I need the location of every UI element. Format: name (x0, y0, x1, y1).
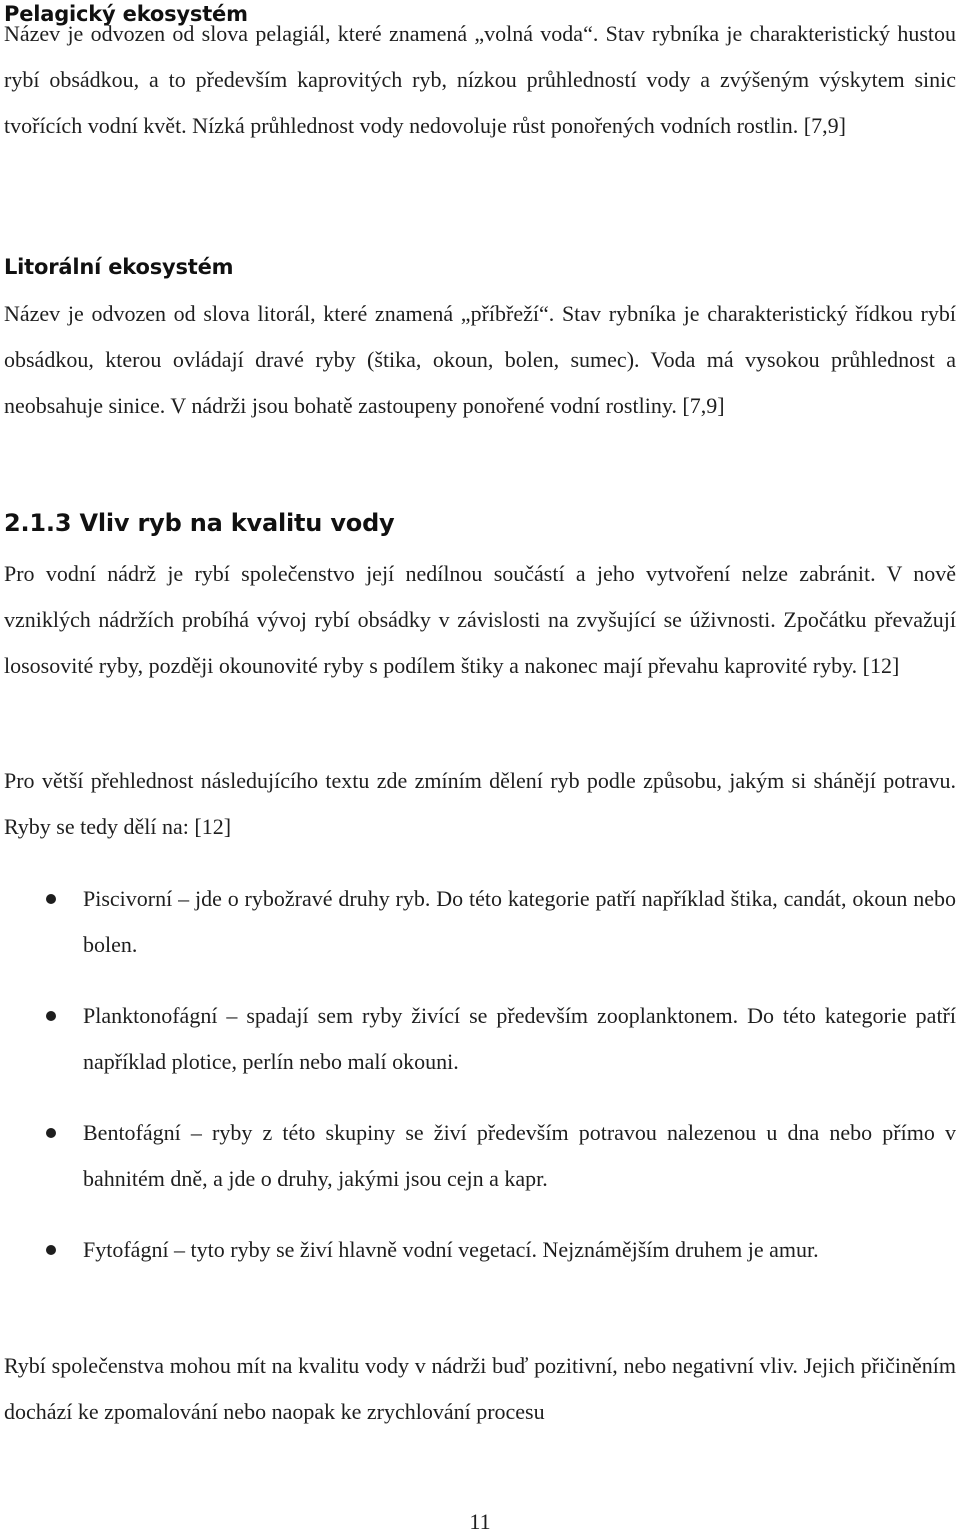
list-item-planktivorous (4, 993, 956, 1085)
bullet-icon (46, 1245, 56, 1255)
bullet-icon (46, 894, 56, 904)
list-item-text: Fytofágní – tyto ryby se živí hlavně vodní vegetací. Nejznámějším druhem je amur. (83, 1237, 819, 1262)
heading-litoral-ecosystem: Litorální ekosystém (4, 255, 234, 279)
list-item-text: Planktonofágní – spadají sem ryby živící se především zooplanktonem. Do této kategorie patří například plotice, perlín nebo malí okouni. (83, 1003, 956, 1074)
list-item-text: Piscivorní – jde o rybožravé druhy ryb. Do této kategorie patří například štika, candát, okoun nebo bolen. (83, 886, 956, 957)
paragraph-water-quality-influence: Rybí společenstva mohou mít na kvalitu vody v nádrži buď pozitivní, nebo negativní vliv. Jejich přičiněním dochází ke zpomalování nebo naopak ke zrychlování procesu (4, 1353, 956, 1424)
list-item-text: Bentofágní – ryby z této skupiny se živí především potravou nalezenou u dna nebo přímo v bahnitém dně, a jde o druhy, jakými jsou cejn a kapr. (83, 1120, 956, 1191)
section-heading-fish-influence: 2.1.3 Vliv ryb na kvalitu vody (4, 509, 395, 537)
list-item-benthivorous (4, 1110, 956, 1202)
list-item-piscivorous (4, 876, 956, 968)
paragraph-feeding-division: Pro větší přehlednost následujícího textu zde zmíním dělení ryb podle způsobu, jakým si shánějí potravu. Ryby se tedy dělí na: [12] (4, 768, 956, 839)
bullet-icon (46, 1011, 56, 1021)
paragraph-fish-community: Pro vodní nádrž je rybí společenstvo její nedílnou součástí a jeho vytvoření nelze zabránit. V nově vzniklých nádržích probíhá vývoj rybí obsádky v závislosti na zvyšující se úživnosti. Zpočátku převažují lososovité ryby, později okounovité ryby s podílem štiky a nakonec mají převahu kaprovité ryby. [12] (4, 561, 956, 678)
heading-pelagic-ecosystem: Pelagický ekosystém (4, 2, 248, 26)
fish-feeding-list (4, 876, 956, 1298)
paragraph-pelagic: Název je odvozen od slova pelagiál, které znamená „volná voda“. Stav rybníka je charakteristický hustou rybí obsádkou, a to především kaprovitých ryb, nízkou průhledností vody a zvýšeným výskytem sinic tvořících vodní květ. Nízká průhlednost vody nedovoluje růst ponořených vodních rostlin. [7,9] (4, 21, 956, 138)
page-number: 11 (469, 1509, 491, 1534)
bullet-icon (46, 1128, 56, 1138)
paragraph-litoral: Název je odvozen od slova litorál, které znamená „příbřeží“. Stav rybníka je charakteristický řídkou rybí obsádkou, kterou ovládají dravé ryby (štika, okoun, bolen, sumec). Voda má vysokou průhlednost a neobsahuje sinice. V nádrži jsou bohatě zastoupeny ponořené vodní rostliny. [7,9] (4, 301, 956, 418)
list-item-phytophagous (4, 1227, 956, 1273)
